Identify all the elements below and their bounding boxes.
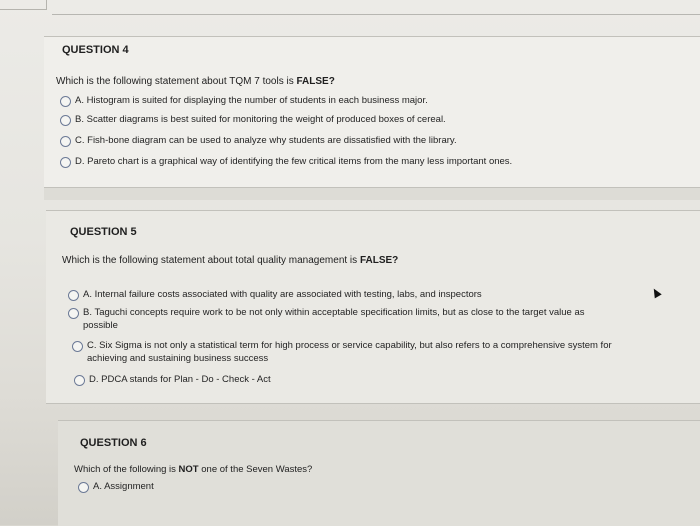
question-5-option-b[interactable] — [68, 306, 678, 332]
option-label: C. Fish-bone diagram can be used to analyze why students are dissatisfied with the library. — [75, 135, 457, 146]
divider — [44, 188, 700, 200]
option-label: D. PDCA stands for Plan - Do - Check - Act — [89, 374, 271, 385]
option-label-line-1: B. Taguchi concepts require work to be not only within acceptable specification limits, but as close to the target value as — [83, 307, 585, 318]
question-4-title: QUESTION 4 — [62, 44, 129, 56]
question-4-option-c[interactable] — [60, 134, 457, 147]
radio-button[interactable] — [60, 96, 71, 107]
radio-button[interactable] — [68, 308, 79, 319]
radio-button[interactable] — [60, 115, 71, 126]
radio-button[interactable] — [60, 136, 71, 147]
question-5-option-d[interactable] — [74, 373, 271, 386]
divider — [52, 14, 700, 15]
option-label-line-1: C. Six Sigma is not only a statistical term for high process or service capability, but also refers to a comprehensive system for — [87, 340, 612, 351]
question-6-stem — [74, 464, 312, 475]
question-6-stem-tail: one of the Seven Wastes? — [198, 464, 313, 475]
option-label: A. Internal failure costs associated with quality are associated with testing, labs, and inspectors — [83, 289, 482, 300]
question-5-stem-text: Which is the following statement about total quality management is — [62, 255, 360, 266]
radio-button[interactable] — [68, 290, 79, 301]
question-5-option-c[interactable] — [72, 339, 682, 365]
option-label — [83, 306, 585, 332]
radio-button[interactable] — [60, 157, 71, 168]
question-5-stem-bold: FALSE? — [359, 255, 399, 266]
radio-button[interactable] — [72, 341, 83, 352]
question-6-stem-bold: NOT — [178, 464, 199, 475]
radio-button[interactable] — [74, 375, 85, 386]
previous-question-box — [0, 0, 47, 10]
radio-button[interactable] — [78, 482, 89, 493]
question-5-title: QUESTION 5 — [70, 226, 137, 238]
question-4-stem — [56, 76, 335, 87]
question-4-option-d[interactable] — [60, 155, 512, 168]
option-label — [87, 339, 612, 365]
question-6-stem-text: Which of the following is — [74, 464, 179, 475]
question-5-stem — [62, 255, 398, 266]
question-6-title: QUESTION 6 — [80, 437, 147, 449]
question-4-stem-text: Which is the following statement about TQM 7 tools is — [56, 76, 297, 87]
option-label: A. Assignment — [93, 481, 154, 492]
question-4-stem-bold: FALSE? — [296, 76, 335, 87]
question-5-option-a[interactable] — [68, 288, 482, 301]
option-label-line-2: possible — [83, 320, 118, 331]
option-label-line-2: achieving and sustaining business success — [87, 353, 269, 364]
option-label: D. Pareto chart is a graphical way of identifying the few critical items from the many less important ones. — [75, 156, 513, 167]
question-6-option-a[interactable] — [78, 480, 154, 493]
question-4-option-b[interactable] — [60, 113, 446, 126]
question-4-option-a[interactable] — [60, 94, 428, 107]
option-label: A. Histogram is suited for displaying the number of students in each business major. — [75, 95, 428, 106]
option-label: B. Scatter diagrams is best suited for monitoring the weight of produced boxes of cereal. — [75, 114, 446, 125]
